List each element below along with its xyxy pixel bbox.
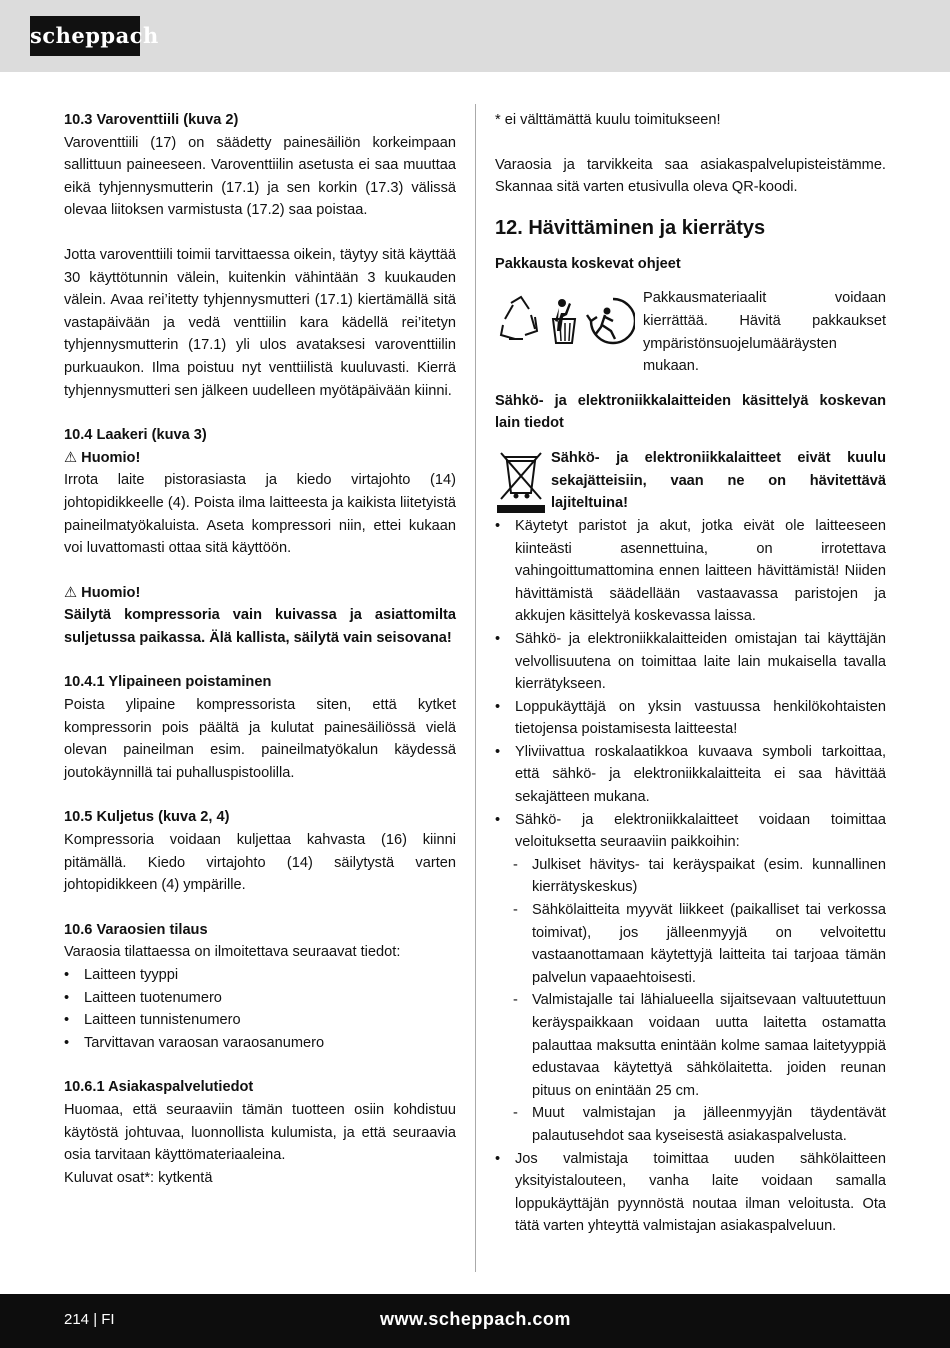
list-item: • Sähkö- ja elektroniikkalaitteet voidaan toimittaa veloituksetta seuraaviin paikkoihin: <box>495 811 886 851</box>
section-10-5-title: 10.5 Kuljetus (kuva 2, 4) <box>64 809 230 826</box>
warning-icon: ⚠ <box>64 449 78 466</box>
weee-block <box>495 447 886 515</box>
litter-bin-icon <box>553 299 575 343</box>
list-item: • Loppukäyttäjä on yksin vastuussa henkilökohtaisten tietojensa poistamisesta laitteesta! <box>495 698 886 738</box>
section-10-6-text: Varaosia tilattaessa on ilmoitettava seuraavat tiedot: <box>64 944 401 961</box>
warning-heading: ⚠ Huomio! <box>64 584 141 601</box>
list-item: • Laitteen tunnistenumero <box>64 1012 241 1029</box>
column-divider <box>475 104 476 1272</box>
section-12-title: 12. Hävittäminen ja kierrätys <box>495 216 766 239</box>
warning-icon: ⚠ <box>64 584 78 601</box>
storage-warning-text: Säilytä kompressoria vain kuivassa ja asiattomilta suljetussa paikassa. Älä kallista, säilytä vain seisovana! <box>64 607 456 646</box>
website-url: www.scheppach.com <box>380 1309 571 1329</box>
weee-bullet-list <box>495 515 886 854</box>
delivery-note: * ei välttämättä kuulu toimitukseen! <box>495 112 721 128</box>
list-item: - Muut valmistajan ja jälleenmyyjän täydentävät palautusehdot saa kyseisestä asiakaspalvelusta. <box>513 1105 886 1144</box>
section-10-4-text: Irrota laite pistorasiasta ja kiedo virtajohto (14) johtopidikkeelle (4). Poista ilma laitteesta ja kaikista liitetyistä paineilmatyökaluista. Aseta kompressori niin, ettei kukaan voi luvattomasti ottaa sitä käyttöön. <box>64 472 456 557</box>
warning-heading: ⚠ Huomio! <box>64 449 141 466</box>
weee-title: Sähkö- ja elektroniikkalaitteiden käsittelyä koskevan lain tiedot <box>495 392 886 432</box>
list-item: • Sähkö- ja elektroniikkalaitteiden omistajan tai käyttäjän velvollisuutena on toimittaa laite lain mukaisella tavalla kierrätykseen. <box>495 630 886 693</box>
section-10-4-title: 10.4 Laakeri (kuva 3) <box>64 427 207 444</box>
spare-parts-info-list <box>64 964 456 1054</box>
wear-parts-text: Kuluvat osat*: kytkentä <box>64 1169 213 1186</box>
list-item: • Jos valmistaja toimittaa uuden sähkölaitteen yksityistalouteen, vanha laite voidaan samalla loppukäyttäjän pyynnöstä noutaa ilman veloitusta. Ota tätä varten yhteyttä valmistajan asiakaspalveluun. <box>495 1150 886 1235</box>
return-points-list <box>495 854 886 1148</box>
scheppach-logo: scheppach <box>30 16 140 56</box>
header-bar <box>0 0 950 72</box>
section-10-3-title: 10.3 Varoventtiili (kuva 2) <box>64 112 239 128</box>
weee-bullet-list-end <box>495 1148 886 1238</box>
section-10-3-text-2: Jotta varoventtiili toimii tarvittaessa oikein, täytyy sitä käyttää 30 käyttötunnin välein, kuitenkin vähintään 3 kuukauden välein. Avaa rei’itetty tyhjennysmutteri (17.1) kiertämällä sitä vastapäivään ja vedä venttiilin kara kädellä rei’itetyn tyhjennysmutterin (17.1) yli ulos avataksesi varoventtiilin purkuaukon. Ilma poistuu nyt venttiilistä kuuluvasti. Kierrä tyhjennysmutteri sen jälkeen uudelleen myötäpäivään kiinni. <box>64 246 456 399</box>
list-item: - Sähkölaitteita myyvät liikkeet (paikalliset tai verkossa toimivat), jos jälleenmyyjä on velvoitettu vastaanottamaan käytettyjä laitteita tai tarjoaa tämän palvelun vapaaehtoisesti. <box>513 902 886 986</box>
section-10-3-text: Varoventtiili (17) on säädetty painesäiliön korkeimpaan sallittuun paineeseen. Varoventtiilin asetusta ei saa muuttaa eikä tyhjennysmutterin (17.1) ja sen korkin (17.3) välissä olevaa liitoksen varmistusta (17.2) saa poistaa. <box>64 134 456 219</box>
list-item: • Yliviivattua roskalaatikkoa kuvaava symboli tarkoittaa, että sähkö- ja elektroniikkalaitteita ei saa hävittää sekajätteen mukana. <box>495 743 886 806</box>
section-10-4-1-title: 10.4.1 Ylipaineen poistaminen <box>64 674 272 691</box>
section-10-6-1-text: Huomaa, että seuraaviin tämän tuotteen osiin kohdistuu käytöstä johtuvaa, luonnollista kulumista, ja että seuraavia osia tarvitaan käyttömateriaaleina. <box>64 1101 456 1164</box>
packaging-title: Pakkausta koskevat ohjeet <box>495 255 681 272</box>
list-item: • Laitteen tyyppi <box>64 967 179 983</box>
packaging-block <box>495 287 886 377</box>
list-item: • Laitteen tuotenumero <box>64 989 222 1006</box>
section-10-4-1-text: Poista ylipaine kompressorista siten, että kytket kompressorin pois päältä ja kulutat painesäiliössä vielä olevan paineilman esim. paineilmatyökalun käydessä joutokäynnillä tai puhalluspistoolilla. <box>64 697 456 781</box>
recycling-icon <box>501 297 537 339</box>
crossed-bin-icon <box>495 447 551 515</box>
weee-bold-text: Sähkö- ja elektroniikkalaitteet eivät kuulu sekajätteisiin, vaan ne on hävitettävä lajiteltuina! <box>551 449 886 512</box>
packaging-text: Pakkausmateriaalit voidaan kierrättää. Hävitä pakkaukset ympäristönsuojelumääräysten mukaan. <box>643 290 886 375</box>
footer-bar <box>0 1294 950 1348</box>
tidyman-recycle-icon <box>587 299 635 343</box>
spare-parts-text: Varaosia ja tarvikkeita saa asiakaspalvelupisteistämme. Skannaa sitä varten etusivulla oleva QR-koodi. <box>495 156 886 196</box>
section-10-5-text: Kompressoria voidaan kuljettaa kahvasta (16) kiinni pitämällä. Kiedo virtajohto (14) säilytystä varten johtopidikkeen (4) ympärille. <box>64 832 456 894</box>
right-column <box>495 109 886 1238</box>
list-item: • Tarvittavan varaosan varaosanumero <box>64 1034 325 1051</box>
list-item: • Käytetyt paristot ja akut, jotka eivät ole laitteeseen kiinteästi asennettuina, on irrotettava vahingoittumattomina ennen laitteen hävittämistä! Niiden hävittämistä säädellään vastaavassa paristojen ja akkujen käsittelyä koskevassa laissa. <box>495 517 886 625</box>
section-10-6-1-title: 10.6.1 Asiakaspalvelutiedot <box>64 1079 254 1096</box>
list-item: - Valmistajalle tai lähialueella sijaitsevaan valtuutettuun keräyspaikkaan voidaan uutta laitetta ostamatta palauttaa maksutta enintään kolme samaa laitetyyppiä edustavaa käytettyä sähkölaitetta. joiden reunan pituus on enintään 25 cm. <box>513 992 886 1099</box>
page-number: 214 | FI <box>64 1311 115 1328</box>
list-item: - Julkiset hävitys- tai keräyspaikat (esim. kunnallinen kierrätyskeskus) <box>513 856 886 896</box>
section-10-6-title: 10.6 Varaosien tilaus <box>64 921 208 938</box>
left-column <box>64 109 456 1189</box>
packaging-icons <box>495 287 643 361</box>
